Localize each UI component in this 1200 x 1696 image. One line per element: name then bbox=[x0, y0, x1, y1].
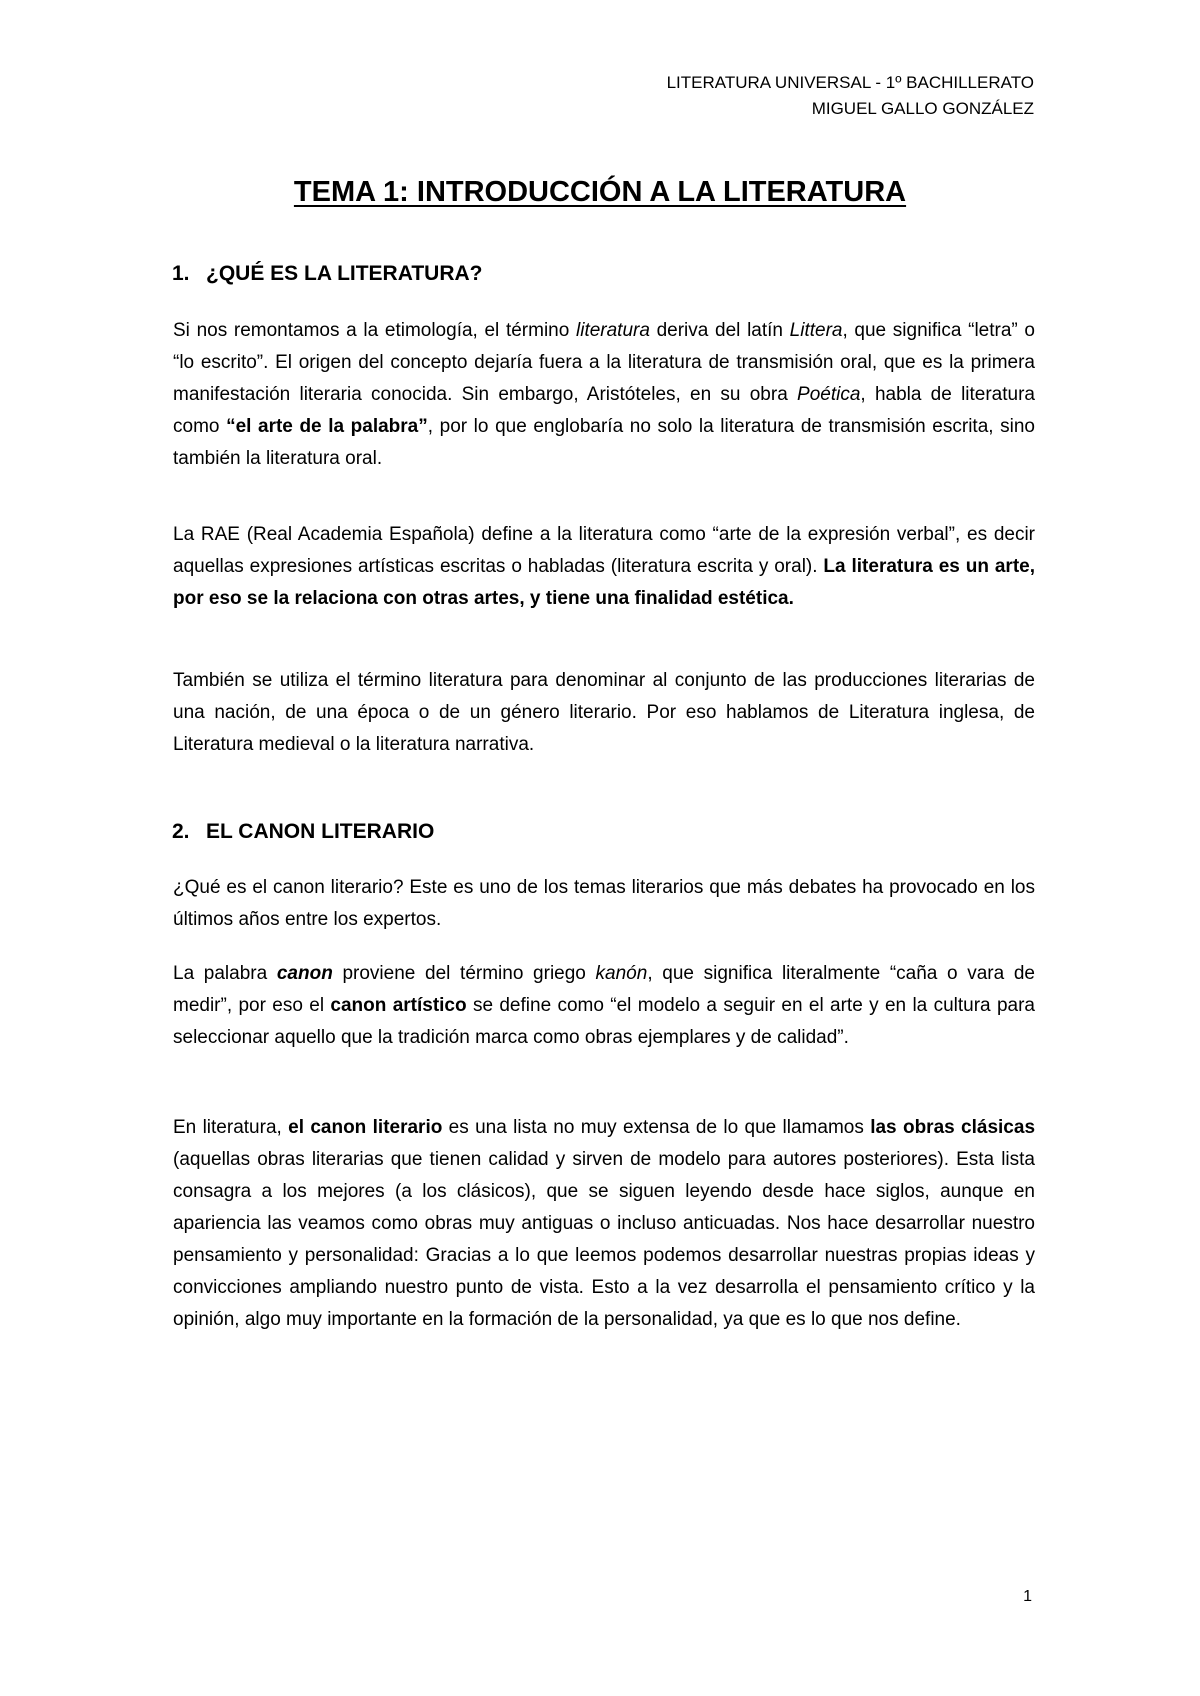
bold-quote-arte-palabra: “el arte de la palabra” bbox=[226, 416, 428, 437]
bold-statement: La literatura es un arte, por eso se la relaciona con otras artes, y tiene una finalidad estética. bbox=[173, 556, 1035, 609]
italic-term-kanon: kanón bbox=[595, 963, 648, 984]
text-span: , habla de literatura como bbox=[173, 384, 1035, 437]
bold-term-obras-clasicas: las obras clásicas bbox=[870, 1117, 1036, 1138]
text-span: (aquellas obras literarias que tienen calidad y sirven de modelo para autores posteriores). Esta lista consagra a los mejores (a los clásicos), que se siguen leyendo desde hace siglos, aunque en apariencia las veamos como obras muy antiguas o incluso anticuadas. bbox=[173, 1149, 1035, 1234]
page-number: 1 bbox=[1023, 1588, 1032, 1605]
text-span: proviene del término griego bbox=[332, 963, 596, 984]
section-1-paragraph-3 bbox=[173, 665, 1035, 761]
document-title: TEMA 1: INTRODUCCIÓN A LA LITERATURA bbox=[293, 176, 907, 208]
text-paragraph: ¿Qué es el canon literario? Este es uno de los temas literarios que más debates ha provocado en los últimos años entre los expertos. bbox=[173, 877, 1035, 930]
section-2-paragraph-2 bbox=[173, 958, 1035, 1054]
italic-term-literatura: literatura bbox=[576, 320, 650, 341]
section-1-title: ¿QUÉ ES LA LITERATURA? bbox=[206, 262, 483, 285]
text-paragraph: También se utiliza el término literatura para denominar al conjunto de las producciones literarias de una nación, de una época o de un género literario. Por eso hablamos de Literatura inglesa, de Literatura medieval o la literatura narrativa. bbox=[173, 670, 1035, 755]
text-span: La palabra bbox=[173, 963, 277, 984]
header-course: LITERATURA UNIVERSAL - 1º BACHILLERATO bbox=[666, 73, 1034, 92]
italic-term-littera: Littera bbox=[789, 320, 843, 341]
text-span: se define como “el modelo a seguir en el arte y en la cultura para seleccionar aquello que la tradición marca como obras ejemplares y de calidad”. bbox=[173, 995, 1035, 1048]
section-1-paragraph-2 bbox=[173, 519, 1035, 615]
text-span: En literatura, bbox=[173, 1117, 289, 1138]
text-span: La RAE (Real Academia Española) define a la literatura como “arte de la expresión verbal”, es decir aquellas expresiones artísticas escritas o habladas (literatura escrita y oral). bbox=[173, 524, 1035, 577]
text-span: Nos hace desarrollar nuestro pensamiento y personalidad: Gracias a lo que leemos podemos desarrollar nuestras propias ideas y convicciones ampliando nuestro punto de vista. Esto a la vez desarrolla el pensamiento crítico y la opinión, algo muy importante en la formación de la personalidad, ya que es lo que nos define. bbox=[173, 1213, 1035, 1330]
text-span: deriva del latín bbox=[649, 320, 790, 341]
bold-italic-term-canon: canon bbox=[276, 963, 333, 984]
text-span: , por lo que englobaría no solo la literatura de transmisión escrita, sino también la literatura oral. bbox=[173, 416, 1035, 469]
header-author: MIGUEL GALLO GONZÁLEZ bbox=[811, 99, 1034, 118]
text-span: , que significa “letra” o “lo escrito”. El origen del concepto dejaría fuera a la literatura de transmisión oral, que es la primera manifestación literaria conocida. Sin embargo, Aristóteles, en su obra bbox=[173, 320, 1035, 405]
section-1-heading bbox=[172, 262, 483, 286]
section-2-title: EL CANON LITERARIO bbox=[206, 820, 435, 843]
text-span: es una lista no muy extensa de lo que llamamos bbox=[442, 1117, 871, 1138]
section-2-paragraph-3 bbox=[173, 1112, 1035, 1336]
italic-term-poetica: Poética bbox=[797, 384, 861, 405]
page-header bbox=[667, 70, 1034, 122]
bold-term-canon-artistico: canon artístico bbox=[330, 995, 467, 1016]
section-2-heading bbox=[172, 820, 435, 844]
section-2-paragraph-1 bbox=[173, 872, 1035, 936]
text-span: , que significa literalmente “caña o vara de medir”, por eso el bbox=[173, 963, 1035, 1016]
text-span: Si nos remontamos a la etimología, el término bbox=[173, 320, 576, 341]
section-1-number: 1. bbox=[172, 262, 190, 285]
section-2-number: 2. bbox=[172, 820, 190, 843]
bold-term-canon-literario: el canon literario bbox=[288, 1117, 443, 1138]
section-1-paragraph-1 bbox=[173, 315, 1035, 475]
